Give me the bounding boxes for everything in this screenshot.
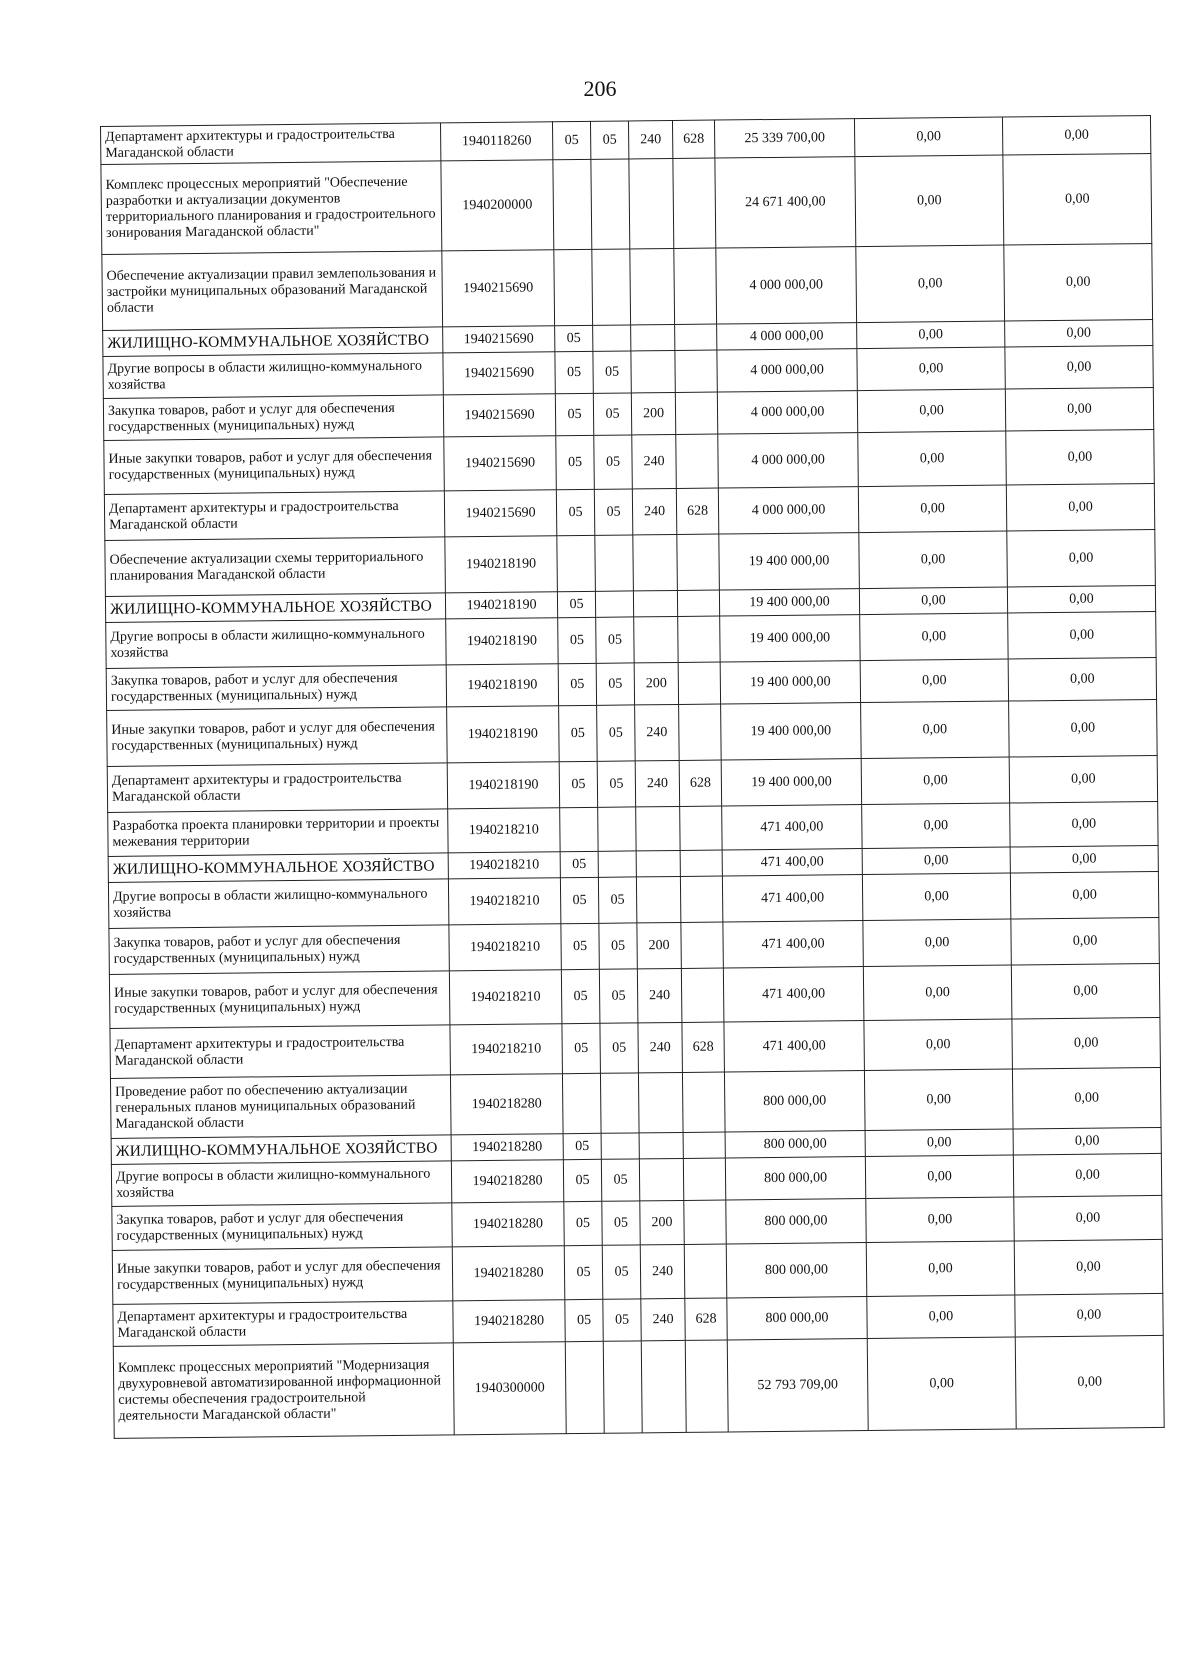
row-section <box>560 807 598 851</box>
row-section: 05 <box>555 393 593 435</box>
row-code: 1940218190 <box>445 536 558 593</box>
row-expense-type: 240 <box>632 488 676 534</box>
row-amount-year-3: 0,00 <box>1010 871 1158 919</box>
row-amount: 19 400 000,00 <box>721 759 861 806</box>
row-subsection <box>598 807 636 851</box>
row-name: Иные закупки товаров, работ и услуг для обеспечения государственных (муниципальных) нужд <box>112 1247 453 1305</box>
row-expense-type <box>641 1340 686 1432</box>
row-amount-year-3: 0,00 <box>1012 1017 1161 1069</box>
row-name: Департамент архитектуры и градостроительства Магаданской области <box>113 1301 453 1347</box>
row-administrator <box>681 968 724 1022</box>
row-amount: 52 793 709,00 <box>727 1339 868 1432</box>
row-code: 1940218280 <box>452 1202 564 1247</box>
row-amount-year-3: 0,00 <box>1006 429 1155 485</box>
row-expense-type: 240 <box>638 1022 683 1072</box>
row-amount: 4 000 000,00 <box>716 247 857 324</box>
row-section: 05 <box>559 705 598 761</box>
row-expense-type: 200 <box>634 662 678 704</box>
row-amount: 471 400,00 <box>722 849 862 876</box>
table-row <box>102 243 1153 330</box>
row-administrator <box>675 392 717 434</box>
row-amount-year-2: 0,00 <box>861 701 1010 759</box>
row-expense-type <box>629 159 674 249</box>
row-section: 05 <box>565 1299 603 1341</box>
row-amount-year-3: 0,00 <box>1012 1067 1161 1129</box>
row-subsection <box>595 591 633 617</box>
row-amount-year-2: 0,00 <box>855 155 1004 247</box>
row-amount: 471 400,00 <box>723 967 864 1022</box>
row-name: Комплекс процессных мероприятий "Обеспечение разработки и актуализации документов территориального планирования и градостроительного зонирования Магаданской области" <box>101 161 442 255</box>
row-amount-year-2: 0,00 <box>864 1019 1013 1071</box>
row-section: 05 <box>555 325 593 351</box>
row-name: ЖИЛИЩНО-КОММУНАЛЬНОЕ ХОЗЯЙСТВО <box>108 853 448 883</box>
row-amount-year-2: 0,00 <box>859 531 1008 589</box>
row-administrator <box>685 1340 728 1432</box>
row-expense-type: 200 <box>637 922 681 968</box>
row-amount-year-3: 0,00 <box>1014 1239 1163 1295</box>
row-amount: 800 000,00 <box>726 1199 866 1244</box>
row-section: 05 <box>558 663 596 705</box>
row-section <box>557 535 596 591</box>
row-amount-year-2: 0,00 <box>863 965 1012 1021</box>
table-row <box>110 1067 1161 1138</box>
row-code: 1940218190 <box>447 706 560 763</box>
row-amount: 471 400,00 <box>722 875 862 922</box>
row-amount-year-2: 0,00 <box>861 757 1009 805</box>
row-expense-type: 240 <box>640 1244 685 1298</box>
page-number: 206 <box>583 76 617 101</box>
row-code: 1940118260 <box>440 122 552 161</box>
table-row <box>101 153 1152 254</box>
row-code: 1940218280 <box>450 1074 563 1135</box>
row-name: Разработка проекта планировки территории и проекты межевания территории <box>108 809 448 857</box>
row-amount-year-3: 0,00 <box>1010 845 1158 873</box>
row-code: 1940215690 <box>444 436 557 491</box>
table-body <box>101 115 1165 1438</box>
row-amount-year-3: 0,00 <box>1006 483 1154 531</box>
row-amount: 19 400 000,00 <box>719 589 859 616</box>
row-amount-year-2: 0,00 <box>867 1337 1016 1431</box>
row-code: 1940215690 <box>443 326 555 353</box>
row-code: 1940218210 <box>449 970 562 1025</box>
row-administrator: 628 <box>676 488 718 534</box>
row-amount-year-2: 0,00 <box>866 1241 1015 1297</box>
row-name: Иные закупки товаров, работ и услуг для обеспечения государственных (муниципальных) нужд <box>109 971 450 1029</box>
row-code: 1940218280 <box>453 1300 565 1343</box>
row-name: Закупка товаров, работ и услуг для обеспечения государственных (муниципальных) нужд <box>106 665 446 711</box>
row-section: 05 <box>562 1023 601 1073</box>
row-amount: 4 000 000,00 <box>718 433 859 488</box>
row-expense-type: 240 <box>632 434 677 488</box>
row-amount: 4 000 000,00 <box>717 323 857 350</box>
row-section: 05 <box>561 969 600 1023</box>
row-code: 1940200000 <box>441 160 554 251</box>
row-administrator <box>684 1244 727 1298</box>
row-subsection: 05 <box>597 705 636 761</box>
row-administrator <box>680 876 722 922</box>
row-name: Комплекс процессных мероприятий "Модернизация двухуровневой автоматизированной информационной системы обеспечения градостроительной деятельности Магаданской области" <box>113 1343 454 1439</box>
row-amount: 4 000 000,00 <box>718 487 858 534</box>
row-amount-year-3: 0,00 <box>1013 1127 1161 1155</box>
row-expense-type <box>636 806 680 850</box>
row-amount-year-2: 0,00 <box>864 1069 1013 1131</box>
row-administrator: 628 <box>679 760 721 806</box>
row-section: 05 <box>556 435 595 489</box>
row-amount: 471 400,00 <box>723 921 863 968</box>
row-name: Обеспечение актуализации правил землепользования и застройки муниципальных образований Магаданской области <box>102 251 443 331</box>
row-name: Иные закупки товаров, работ и услуг для обеспечения государственных (муниципальных) нужд <box>107 707 448 767</box>
row-administrator <box>682 1072 725 1132</box>
row-subsection <box>593 325 631 351</box>
row-amount: 471 400,00 <box>724 1021 865 1072</box>
row-subsection <box>603 1341 642 1433</box>
row-subsection <box>595 535 634 591</box>
row-section: 05 <box>564 1245 603 1299</box>
row-amount-year-3: 0,00 <box>1009 699 1158 757</box>
row-subsection <box>600 1073 639 1133</box>
table-row <box>113 1335 1164 1438</box>
row-amount: 800 000,00 <box>726 1243 867 1298</box>
row-amount: 19 400 000,00 <box>721 703 862 760</box>
row-name: Закупка товаров, работ и услуг для обеспечения государственных (муниципальных) нужд <box>103 395 443 441</box>
row-section: 05 <box>560 851 598 877</box>
row-name: Другие вопросы в области жилищно-коммунального хозяйства <box>108 879 448 929</box>
row-administrator <box>681 922 723 968</box>
row-amount-year-2: 0,00 <box>857 321 1005 349</box>
row-amount-year-3: 0,00 <box>1002 115 1150 155</box>
row-name: ЖИЛИЩНО-КОММУНАЛЬНОЕ ХОЗЯЙСТВО <box>103 327 443 357</box>
row-expense-type <box>636 876 680 922</box>
row-amount: 19 400 000,00 <box>719 533 860 590</box>
row-amount-year-3: 0,00 <box>1007 529 1156 587</box>
row-name: Проведение работ по обеспечению актуализации генеральных планов муниципальных образований Магаданской области <box>110 1075 451 1139</box>
row-code: 1940218280 <box>451 1134 563 1161</box>
row-subsection: 05 <box>593 351 631 393</box>
row-expense-type <box>636 850 680 876</box>
row-amount-year-2: 0,00 <box>859 587 1007 615</box>
row-amount-year-2: 0,00 <box>857 347 1005 391</box>
row-amount-year-2: 0,00 <box>858 431 1007 487</box>
row-subsection: 05 <box>602 1245 641 1299</box>
row-amount-year-3: 0,00 <box>1011 917 1159 965</box>
row-code: 1940218190 <box>446 664 558 707</box>
row-name: Департамент архитектуры и градостроительства Магаданской области <box>107 763 447 813</box>
row-code: 1940218210 <box>448 808 560 853</box>
row-administrator: 628 <box>682 1022 725 1072</box>
row-amount-year-2: 0,00 <box>860 659 1008 703</box>
row-administrator <box>675 350 717 392</box>
row-amount-year-3: 0,00 <box>1011 963 1160 1019</box>
row-amount-year-3: 0,00 <box>1008 657 1156 701</box>
row-administrator <box>679 704 722 760</box>
row-administrator: 628 <box>672 120 714 158</box>
row-section <box>562 1073 601 1133</box>
row-administrator: 628 <box>685 1298 727 1340</box>
row-code: 1940218190 <box>446 618 558 665</box>
row-administrator <box>677 590 719 616</box>
row-expense-type <box>639 1132 683 1158</box>
row-administrator <box>680 850 722 876</box>
row-expense-type <box>638 1072 683 1132</box>
row-expense-type: 240 <box>641 1298 685 1340</box>
row-section: 05 <box>561 923 599 969</box>
row-name: Другие вопросы в области жилищно-коммунального хозяйства <box>111 1161 451 1207</box>
row-code: 1940215690 <box>442 250 555 327</box>
row-amount: 19 400 000,00 <box>720 615 860 662</box>
row-code: 1940218190 <box>447 762 559 809</box>
row-name: Департамент архитектуры и градостроительства Магаданской области <box>110 1025 451 1079</box>
row-amount: 4 000 000,00 <box>717 349 857 392</box>
row-administrator <box>673 158 716 248</box>
row-section: 05 <box>564 1201 602 1245</box>
row-code: 1940215690 <box>443 394 555 437</box>
row-amount-year-3: 0,00 <box>1010 801 1158 847</box>
row-name: Другие вопросы в области жилищно-коммунального хозяйства <box>103 353 443 399</box>
row-amount-year-2: 0,00 <box>865 1129 1013 1157</box>
row-expense-type: 200 <box>631 392 675 434</box>
row-amount-year-2: 0,00 <box>854 117 1002 157</box>
row-section <box>565 1341 604 1433</box>
row-administrator <box>676 434 719 488</box>
row-amount-year-2: 0,00 <box>862 803 1010 849</box>
row-name: Департамент архитектуры и градостроительства Магаданской области <box>101 123 441 165</box>
row-amount-year-2: 0,00 <box>858 485 1006 533</box>
row-administrator <box>684 1200 726 1244</box>
row-administrator <box>674 248 717 324</box>
row-code: 1940218210 <box>449 924 561 971</box>
row-amount-year-2: 0,00 <box>866 1197 1014 1243</box>
row-code: 1940215690 <box>443 352 555 395</box>
row-amount-year-2: 0,00 <box>857 389 1005 433</box>
row-section: 05 <box>556 489 594 535</box>
row-subsection: 05 <box>597 761 635 807</box>
row-name: Обеспечение актуализации схемы территориального планирования Магаданской области <box>105 537 446 597</box>
row-section: 05 <box>557 591 595 617</box>
row-subsection: 05 <box>594 435 633 489</box>
row-expense-type <box>633 590 677 616</box>
row-subsection: 05 <box>602 1201 640 1245</box>
row-subsection: 05 <box>601 1159 639 1201</box>
row-amount: 24 671 400,00 <box>715 157 856 248</box>
row-amount-year-3: 0,00 <box>1015 1335 1164 1429</box>
row-name: Иные закупки товаров, работ и услуг для обеспечения государственных (муниципальных) нужд <box>104 437 445 495</box>
row-amount-year-2: 0,00 <box>862 873 1010 921</box>
row-code: 1940218210 <box>450 1024 563 1075</box>
row-subsection <box>592 249 631 325</box>
row-name: Закупка товаров, работ и услуг для обеспечения государственных (муниципальных) нужд <box>109 925 449 975</box>
row-amount: 800 000,00 <box>725 1131 865 1158</box>
row-amount-year-3: 0,00 <box>1003 153 1152 245</box>
budget-table <box>100 115 1165 1439</box>
row-amount: 471 400,00 <box>722 805 862 850</box>
row-amount-year-2: 0,00 <box>867 1295 1015 1339</box>
row-administrator <box>680 806 722 850</box>
row-amount: 800 000,00 <box>724 1071 865 1132</box>
row-administrator <box>678 662 720 704</box>
row-amount: 19 400 000,00 <box>720 661 860 704</box>
row-subsection: 05 <box>594 489 632 535</box>
row-code: 1940218210 <box>448 878 560 925</box>
row-amount-year-3: 0,00 <box>1004 243 1153 321</box>
row-expense-type <box>630 248 675 324</box>
row-amount: 25 339 700,00 <box>714 119 854 158</box>
row-code: 1940218210 <box>448 852 560 879</box>
row-subsection <box>591 159 630 249</box>
row-administrator <box>683 1132 725 1158</box>
row-subsection: 05 <box>600 1023 639 1073</box>
row-amount: 4 000 000,00 <box>717 391 857 434</box>
row-amount-year-3: 0,00 <box>1015 1293 1163 1337</box>
row-subsection: 05 <box>603 1299 641 1341</box>
row-expense-type <box>631 350 675 392</box>
row-section: 05 <box>559 761 597 807</box>
row-section: 05 <box>552 121 590 159</box>
row-expense-type <box>634 616 678 662</box>
row-subsection: 05 <box>596 663 634 705</box>
row-code: 1940218190 <box>445 592 557 619</box>
row-amount-year-3: 0,00 <box>1005 345 1153 389</box>
row-administrator <box>675 324 717 350</box>
row-amount-year-3: 0,00 <box>1014 1195 1162 1241</box>
row-amount-year-3: 0,00 <box>1005 319 1153 347</box>
row-subsection: 05 <box>596 617 634 663</box>
row-amount-year-2: 0,00 <box>856 245 1005 323</box>
row-section: 05 <box>560 877 598 923</box>
row-subsection: 05 <box>590 121 628 159</box>
row-amount-year-2: 0,00 <box>860 613 1008 661</box>
row-section: 05 <box>558 617 596 663</box>
row-amount: 800 000,00 <box>725 1157 865 1200</box>
row-amount-year-3: 0,00 <box>1005 387 1153 431</box>
row-subsection: 05 <box>599 923 637 969</box>
row-amount-year-3: 0,00 <box>1007 585 1155 613</box>
row-amount: 800 000,00 <box>727 1297 867 1340</box>
row-administrator <box>683 1158 725 1200</box>
row-expense-type: 240 <box>635 704 680 760</box>
row-code: 1940218280 <box>451 1160 563 1203</box>
row-name: ЖИЛИЩНО-КОММУНАЛЬНОЕ ХОЗЯЙСТВО <box>111 1135 451 1165</box>
row-amount-year-2: 0,00 <box>862 847 1010 875</box>
row-section <box>554 249 593 325</box>
row-section <box>553 159 592 249</box>
row-section: 05 <box>563 1159 601 1201</box>
row-amount-year-3: 0,00 <box>1013 1153 1161 1197</box>
row-expense-type: 240 <box>628 121 672 159</box>
row-subsection: 05 <box>593 393 631 435</box>
row-name: ЖИЛИЩНО-КОММУНАЛЬНОЕ ХОЗЯЙСТВО <box>105 593 445 623</box>
row-expense-type <box>639 1158 683 1200</box>
row-subsection <box>601 1133 639 1159</box>
row-expense-type: 240 <box>637 968 682 1022</box>
row-expense-type: 240 <box>635 760 679 806</box>
row-amount-year-3: 0,00 <box>1008 611 1156 659</box>
row-amount-year-3: 0,00 <box>1009 755 1157 803</box>
row-code: 1940300000 <box>453 1342 566 1435</box>
row-name: Департамент архитектуры и градостроительства Магаданской области <box>104 491 444 541</box>
row-subsection <box>598 851 636 877</box>
row-code: 1940215690 <box>444 490 556 537</box>
row-name: Другие вопросы в области жилищно-коммунального хозяйства <box>106 619 446 669</box>
row-expense-type <box>631 324 675 350</box>
row-expense-type <box>633 534 678 590</box>
row-subsection: 05 <box>599 969 638 1023</box>
budget-table-container <box>100 115 1164 1439</box>
row-administrator <box>677 534 720 590</box>
row-name: Закупка товаров, работ и услуг для обеспечения государственных (муниципальных) нужд <box>112 1203 452 1251</box>
row-code: 1940218280 <box>452 1246 565 1301</box>
row-subsection: 05 <box>598 877 636 923</box>
row-expense-type: 200 <box>640 1200 684 1244</box>
row-section: 05 <box>555 351 593 393</box>
row-amount-year-2: 0,00 <box>863 919 1011 967</box>
row-administrator <box>678 616 720 662</box>
row-section: 05 <box>563 1133 601 1159</box>
row-amount-year-2: 0,00 <box>865 1155 1013 1199</box>
